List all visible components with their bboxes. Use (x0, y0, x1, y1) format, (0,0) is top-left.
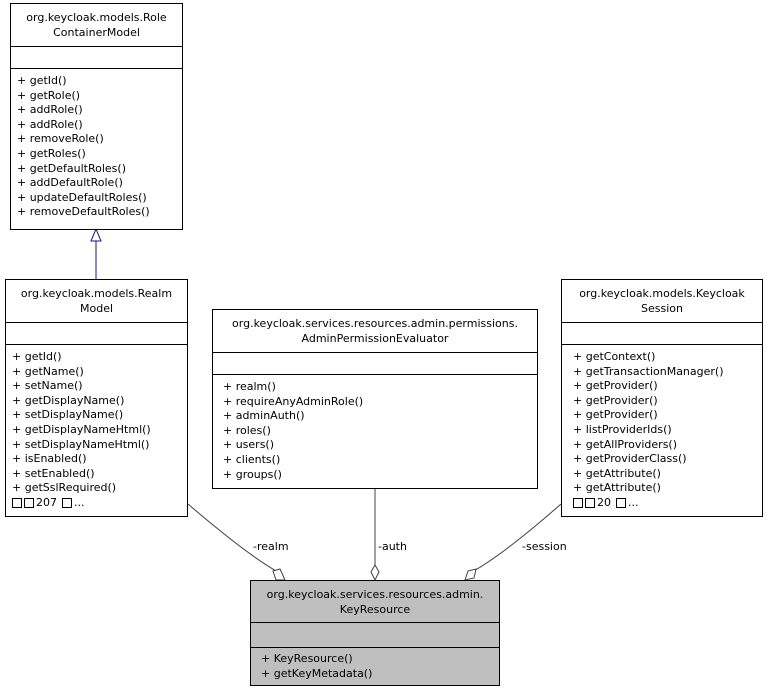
more-suffix: ... (74, 495, 85, 509)
method: + getDisplayNameHtml() (12, 422, 151, 436)
more-count: 20 (597, 495, 611, 509)
class-admin-permission-evaluator[interactable] (212, 309, 538, 489)
method: + getProviderClass() (573, 452, 687, 466)
attributes-section (6, 322, 187, 344)
method: + KeyResource() (261, 652, 353, 665)
method: + addRole() (17, 117, 83, 131)
session-aggregation-line (472, 504, 561, 572)
more-count: 207 (36, 495, 57, 509)
box-icon (24, 498, 34, 508)
method: + getSslRequired() (12, 481, 117, 495)
class-title (11, 4, 182, 46)
session-relation-label: -session (522, 540, 567, 553)
class-title-line: KeyResource (339, 603, 411, 616)
method: + users() (223, 438, 275, 452)
class-role-container-model[interactable] (10, 3, 183, 230)
method: + addRole() (17, 103, 83, 117)
method: + getAllProviders() (573, 437, 678, 451)
realm-aggregation-diamond (273, 569, 285, 580)
method: + getContext() (573, 350, 656, 363)
methods-section (11, 68, 182, 220)
method: + getProvider() (573, 379, 658, 393)
generalization-arrowhead (91, 229, 101, 241)
attributes-section (251, 622, 499, 647)
methods-section (251, 647, 499, 681)
method: + adminAuth() (223, 409, 305, 423)
methods-section (213, 374, 537, 482)
method: + clients() (223, 452, 281, 466)
box-icon (573, 498, 583, 508)
method: + requireAnyAdminRole() (223, 394, 364, 408)
method: + setDisplayName() (12, 408, 124, 422)
more-members-indicator (573, 496, 762, 511)
auth-relation-label: -auth (378, 540, 407, 553)
box-icon (616, 498, 626, 508)
method: + updateDefaultRoles() (17, 190, 147, 204)
auth-aggregation-diamond (371, 565, 379, 580)
method: + addDefaultRole() (17, 176, 123, 190)
class-realm-model[interactable] (5, 279, 188, 517)
class-title-line: ContainerModel (53, 26, 140, 39)
method: + getName() (12, 364, 84, 378)
method: + setDisplayNameHtml() (12, 437, 150, 451)
method: + getId() (17, 74, 67, 87)
attributes-section (562, 322, 762, 344)
method: + getProvider() (573, 393, 658, 407)
class-title-line: org.keycloak.services.resources.admin. (266, 588, 484, 601)
method: + getKeyMetadata() (261, 666, 373, 680)
method: + getProvider() (573, 408, 658, 422)
session-aggregation-diamond (465, 569, 476, 580)
method: + getId() (12, 350, 62, 363)
method: + getDefaultRoles() (17, 161, 126, 175)
class-title-line: org.keycloak.models.Keycloak (579, 287, 745, 300)
box-icon (585, 498, 595, 508)
method: + roles() (223, 423, 271, 437)
class-title (6, 280, 187, 322)
method: + setName() (12, 379, 83, 393)
method: + groups() (223, 467, 282, 481)
box-icon (62, 498, 72, 508)
class-title-line: Session (641, 302, 683, 315)
methods-section (6, 344, 187, 511)
method: + getTransactionManager() (573, 364, 724, 378)
box-icon (12, 498, 22, 508)
realm-relation-label: -realm (253, 540, 289, 553)
class-key-resource[interactable] (250, 580, 500, 686)
method: + getAttribute() (573, 481, 661, 495)
realm-aggregation-line (188, 504, 278, 572)
class-title-line: Model (79, 302, 114, 315)
method: + listProviderIds() (573, 422, 672, 436)
methods-section (562, 344, 762, 511)
class-title (213, 310, 537, 352)
class-title (251, 581, 499, 622)
method: + isEnabled() (12, 452, 87, 466)
method: + removeRole() (17, 132, 104, 146)
method: + getDisplayName() (12, 393, 125, 407)
attributes-section (213, 352, 537, 374)
class-title-line: org.keycloak.models.Realm (20, 287, 173, 300)
method: + setEnabled() (12, 466, 95, 480)
class-title-line: org.keycloak.models.Role (26, 11, 167, 24)
method: + getRole() (17, 88, 81, 102)
method: + realm() (223, 380, 276, 393)
method: + getRoles() (17, 146, 86, 160)
class-title-line: AdminPermissionEvaluator (301, 332, 449, 345)
class-title (562, 280, 762, 322)
attributes-section (11, 46, 182, 68)
more-suffix: ... (628, 495, 639, 509)
class-title-line: org.keycloak.services.resources.admin.permissions. (232, 317, 518, 330)
class-keycloak-session[interactable] (561, 279, 763, 517)
method: + getAttribute() (573, 466, 661, 480)
method: + removeDefaultRoles() (17, 205, 150, 219)
more-members-indicator (12, 496, 187, 511)
